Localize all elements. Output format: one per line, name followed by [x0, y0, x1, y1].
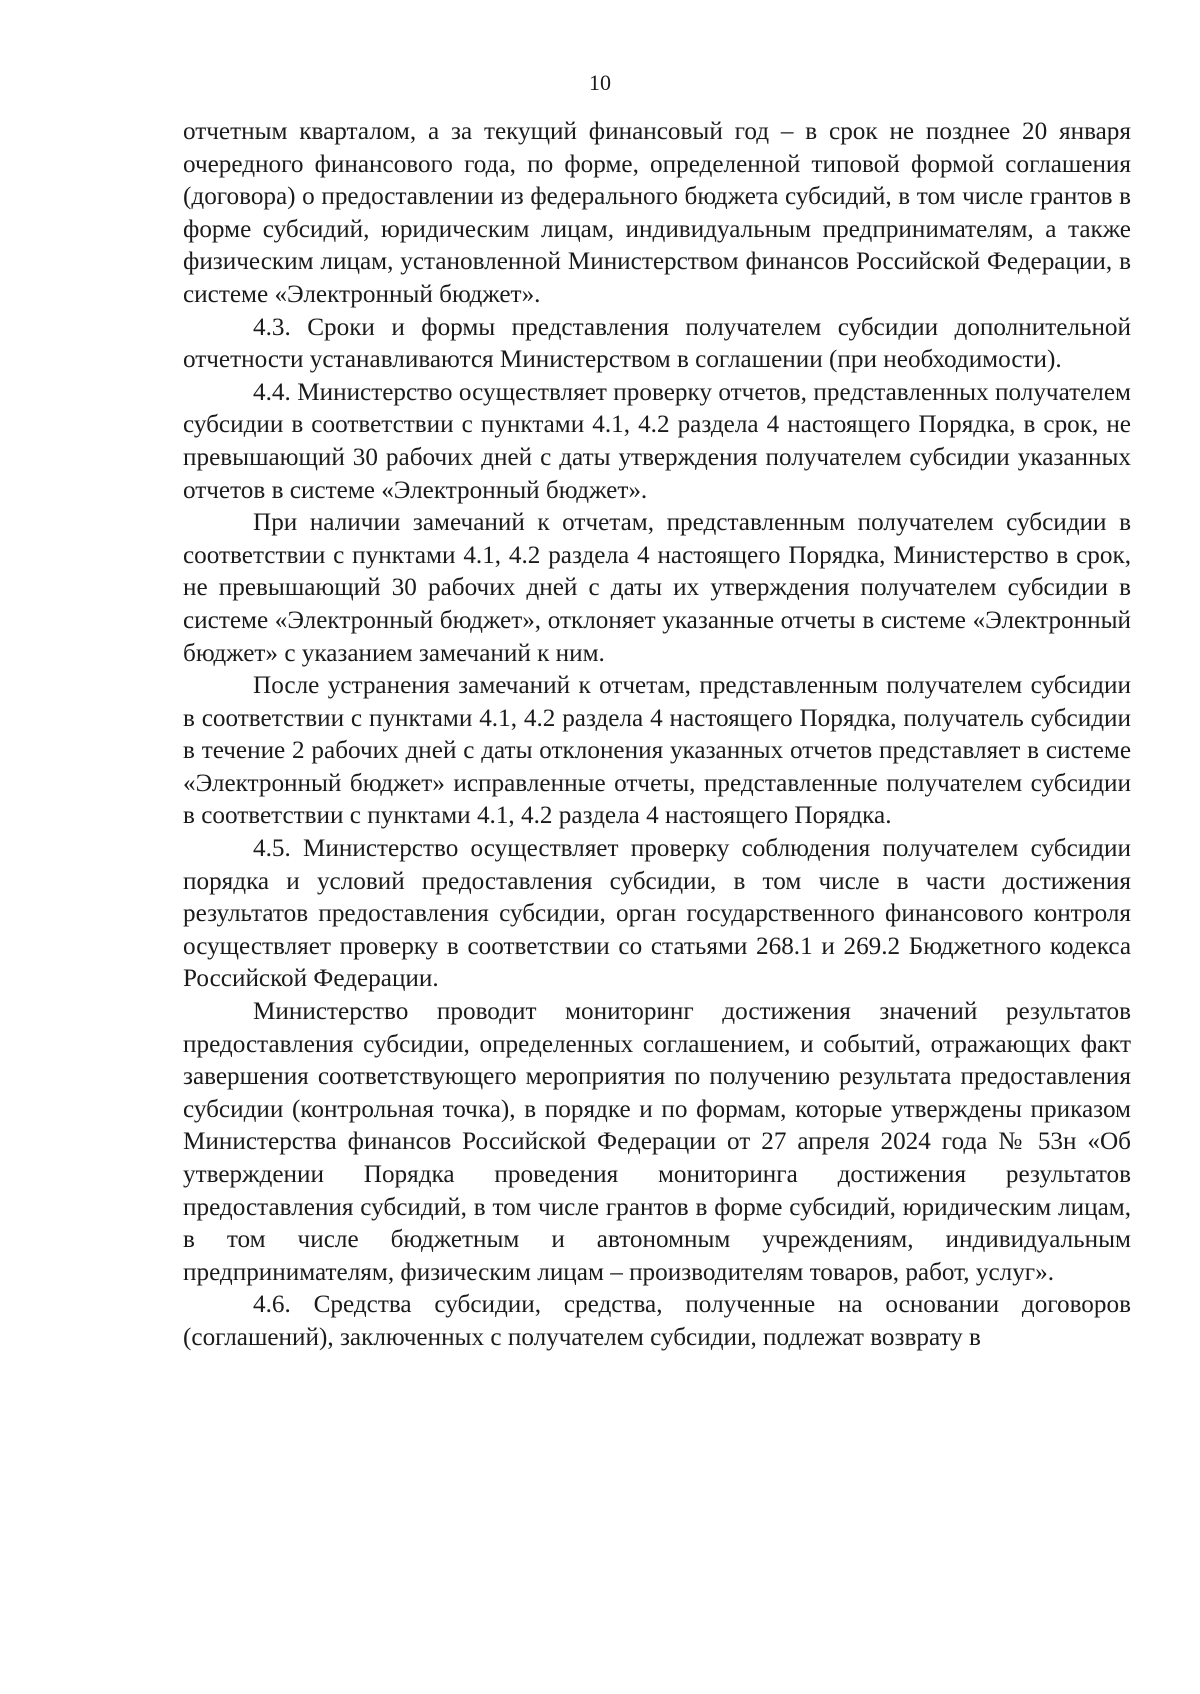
paragraph-4-4: 4.4. Министерство осуществляет проверку отчетов, представленных получателем субсидии в соответствии с пунктами 4.1, 4.2 раздела 4 настоящего Порядка, в срок, не превышающий 30 рабочих дней с даты утверждения получателем субсидии указанных отчетов в системе «Электронный бюджет». [183, 378, 1131, 504]
document-body [183, 116, 1131, 1355]
paragraph-4-6: 4.6. Средства субсидии, средства, полученные на основании договоров (соглашений), заключенных с получателем субсидии, подлежат возврату в [183, 1291, 1131, 1351]
paragraph-4-3: 4.3. Сроки и формы представления получателем субсидии дополнительной отчетности устанавливаются Министерством в соглашении (при необходимости). [183, 313, 1131, 374]
paragraph-4-5: 4.5. Министерство осуществляет проверку соблюдения получателем субсидии порядка и условий предоставления субсидии, в том числе в части достижения результатов предоставления субсидии, орган государственного финансового контроля осуществляет проверку в соответствии со статьями 268.1 и 269.2 Бюджетного кодекса Российской Федерации. [183, 835, 1131, 993]
paragraph-remarks: При наличии замечаний к отчетам, представленным получателем субсидии в соответствии с пунктами 4.1, 4.2 раздела 4 настоящего Порядка, Министерство в срок, не превышающий 30 рабочих дней с даты их утверждения получателем субсидии в системе «Электронный бюджет», отклоняет указанные отчеты в системе «Электронный бюджет» с указанием замечаний к ним. [183, 509, 1131, 667]
paragraph-after-remarks: После устранения замечаний к отчетам, представленным получателем субсидии в соответствии с пунктами 4.1, 4.2 раздела 4 настоящего Порядка, получатель субсидии в течение 2 рабочих дней с даты отклонения указанных отчетов представляет в системе «Электронный бюджет» исправленные отчеты, представленные получателем субсидии в соответствии с пунктами 4.1, 4.2 раздела 4 настоящего Порядка. [183, 672, 1131, 830]
paragraph-continuation: отчетным кварталом, а за текущий финансовый год – в срок не позднее 20 января очередного финансового года, по форме, определенной типовой формой соглашения (договора) о предоставлении из федерального бюджета субсидий, в том числе грантов в форме субсидий, юридическим лицам, индивидуальным предпринимателям, а также физическим лицам, установленной Министерством финансов Российской Федерации, в системе «Электронный бюджет». [183, 118, 1131, 308]
paragraph-monitoring: Министерство проводит мониторинг достижения значений результатов предоставления субсидии, определенных соглашением, и событий, отражающих факт завершения соответствующего мероприятия по получению результата предоставления субсидии (контрольная точка), в порядке и по формам, которые утверждены приказом Министерства финансов Российской Федерации от 27 апреля 2024 года № 53н «Об утверждении Порядка проведения мониторинга достижения результатов предоставления субсидий, в том числе грантов в форме субсидий, юридическим лицам, в том числе бюджетным и автономным учреждениям, индивидуальным предпринимателям, физическим лицам – производителям товаров, работ, услуг». [183, 998, 1131, 1286]
page-number: 10 [589, 70, 611, 95]
